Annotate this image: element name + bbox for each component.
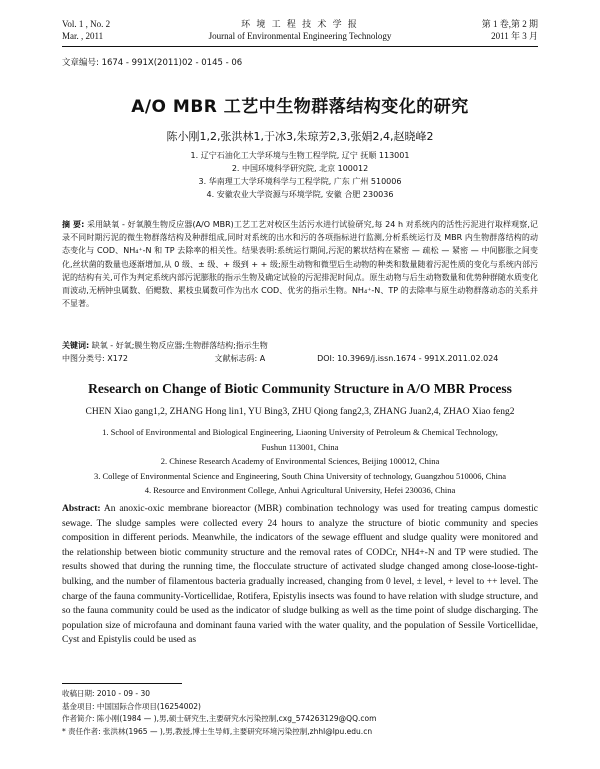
affiliation-cn-item: 2. 中国环境科学研究院, 北京 100012 [231, 164, 369, 173]
issue-date: Mar. , 2011 [62, 31, 104, 41]
authors-cn: 陈小刚1,2,张洪林1,于冰3,朱琼芳2,3,张娟2,4,赵晓峰2 [166, 130, 434, 143]
abstract-cn [62, 218, 538, 310]
affiliation-cn-item: 3. 华南理工大学环境科学与工程学院, 广东 广州 510006 [198, 177, 402, 186]
affiliations-cn [0, 149, 600, 201]
article-number: 文章编号: 1674 - 991X(2011)02 - 0145 - 06 [62, 58, 243, 68]
abstract-en [62, 502, 538, 648]
header-right [482, 18, 538, 42]
footnote-corresponding: * 责任作者: 张洪林(1965 — ),男,教授,博士生导师,主要研究环境污染控制,zhhl@lpu.edu.cn [62, 726, 373, 736]
running-header [62, 18, 538, 44]
title-cn: A/O MBR 工艺中生物群落结构变化的研究 [131, 97, 469, 117]
footnote-funding: 基金项目: 中国国际合作项目(16254002) [62, 701, 201, 711]
keywords-cn-text: 缺氧 - 好氧;膜生物反应器;生物群落结构;指示生物 [91, 341, 268, 350]
footnote-rule [62, 683, 182, 684]
affiliation-cn-item: 4. 安徽农业大学资源与环境学院, 安徽 合肥 230036 [206, 190, 394, 199]
keywords-cn-label: 关键词: [62, 341, 90, 350]
affiliation-en-item: 3. College of Environmental Science and Engineering, South China University of technology, Guangzhou 510006, China [93, 470, 507, 481]
footnotes [62, 688, 538, 738]
header-center [62, 18, 538, 42]
header-rule [62, 46, 538, 47]
footnote-author: 作者简介: 陈小刚(1984 — ),男,硕士研究生,主要研究水污染控制,cxg_574263129@QQ.com [62, 714, 377, 723]
abstract-cn-text: 采用缺氧 - 好氧膜生物反应器(A/O MBR)工艺工艺对校区生活污水进行试验研究,每 24 h 对系统内的活性污泥进行取样观察,记录不同时期污泥的微生物群落结构及种群组成,同时对系统的出水和污的各项指标进行监测,分析系统运行及 MBR 内生物群落结构的动态变化与 COD、NH₄⁺-N 和 TP 去除率的相关性。结果表明:系统运行期间,污泥的絮状结构在紧密 — 疏松 — 紧密 — 中间膨胀之间变化,丝状菌的数量也逐渐增加,从 0 级、± 级、+ 级到 + + 级;原生动物和微型后生动物的种类和数量随着污泥性质的变化与系统内部污泥的结构有关,可作为判定系统内部污泥膨胀的指示生物及确定试验的污泥排泥时间点。原生动物与后生动物数量和优势种群随水质变化而波动,无柄钟虫属数、佰鳃数、累枝虫属数可作为出水 COD、优劣的指示生物。NH₄⁺-N、TP 的去除率与原生动物群落动态的关系并不显著。 [62, 220, 538, 309]
affiliation-en-item: 2. Chinese Research Academy of Environmental Sciences, Beijing 100012, China [160, 456, 440, 466]
affiliation-en-item: Fushun 113001, China [261, 441, 339, 452]
volume-number-cn: 第 1 卷,第 2 期 [481, 19, 538, 29]
authors-en: CHEN Xiao gang1,2, ZHANG Hong lin1, YU Bing3, ZHU Qiong fang2,3, ZHANG Juan2,4, ZHAO Xiao feng2 [85, 407, 515, 417]
affiliation-en-item: 4. Resource and Environment College, Anhui Agricultural University, Hefei 230036, China [144, 485, 456, 495]
abstract-en-text: An anoxic-oxic membrane bioreactor (MBR) combination technology was used for treating campus domestic sewage. The sludge samples were collected every 24 hours to analyze the structure of biotic community and species composition in different periods. Meanwhile, the indicators of the sewage effluent and sludge quality were monitored and the relationship between biotic community structure and the removal rates of CODCr, NH4+-N and TP were studied. The results showed that during the running time, the flocculate structure of activated sludge changed among close-loose-tight-bulking, and the number of filamentous bacteria gradually increased, changing from 0 level, ± level, + level to ++ level. The charge of the fauna community-Vorticellidae, Rotifera, Epistylis insects was found to have relation with sludge structure, and so the fauna community could be used as the indicator of sludge bulking as well as the time point of sludge discharging. The population size of microfauna and dominant fauna varied with the water quality, and the population of Sessile Vorticellidae, Cyst and Epistylis could be used as [62, 504, 538, 646]
title-en: Research on Change of Biotic Community Structure in A/O MBR Process [88, 381, 512, 396]
issue-date-cn: 2011 年 3 月 [491, 31, 538, 41]
abstract-en-label: Abstract: [62, 504, 101, 514]
volume-number: Vol. 1 , No. 2 [62, 19, 111, 29]
document-code: 文献标志码: A [214, 354, 266, 363]
doi: DOI: 10.3969/j.issn.1674 - 991X.2011.02.024 [317, 354, 499, 363]
abstract-cn-label: 摘 要: [62, 220, 85, 229]
affiliation-cn-item: 1. 辽宁石油化工大学环境与生物工程学院, 辽宁 抚顺 113001 [190, 151, 410, 160]
clc-number: 中图分类号: X172 [62, 354, 128, 363]
classification-row [62, 352, 538, 365]
keywords-cn [62, 339, 538, 352]
affiliation-en-item: 1. School of Environmental and Biological Engineering, Liaoning University of Petroleum & Chemical Technology, [102, 427, 498, 437]
footnote-received: 收稿日期: 2010 - 09 - 30 [62, 689, 151, 698]
journal-name-en: Journal of Environmental Engineering Technology [208, 31, 392, 41]
journal-name-cn: 环 境 工 程 技 术 学 报 [241, 19, 359, 29]
affiliations-en [40, 425, 560, 498]
